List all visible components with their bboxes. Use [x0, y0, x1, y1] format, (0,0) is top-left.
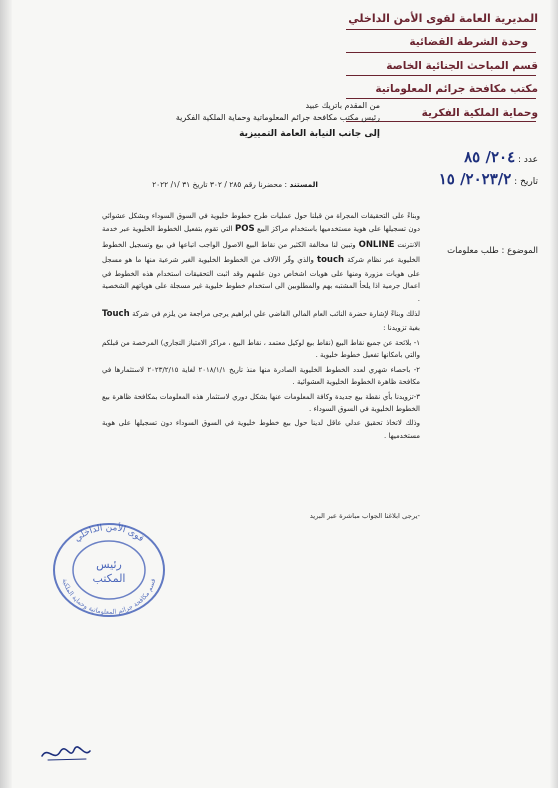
body-p1-part-d: والذي وفّر الآلاف من الخطوط الخليوية الغير شرعية منها ما هو مسجل على هويات مزورة ومنها على هويات اشخاص دون علمهم وقد اثبت التحقيقات استخدام هذه الخطوط في اعمال جرمية اذا يلحأ المشتبه بهم والمطلوبين الى استخدام خطوط خليوية غير مسجلة على هوياتهم الشخصية .: [102, 255, 420, 303]
letterhead-line-2: وحدة الشرطة القضائية: [409, 36, 528, 49]
body-p1-part-b: التي تقوم بتفعيل الخطوط الخليوية عبر خدمة الانترنت: [102, 225, 421, 249]
sender-block: [90, 100, 380, 142]
touch-company-term: Touch: [102, 309, 130, 320]
letterhead-underline-4: [346, 98, 536, 99]
letterhead-underline-1: [346, 29, 536, 30]
pos-term: POS: [235, 224, 255, 235]
subject-label: الموضوع: [507, 246, 538, 256]
letterhead-line-1: المديرية العامة لقوى الأمن الداخلي: [348, 12, 538, 25]
request-item-3: ٣-تزويدنا بأي نقطة بيع جديدة وكافة المعلومات عنها بشكل دوري لاستثمار هذه المعلومات بمكافحة ظاهرة بيع الخطوط الخليوية في السوق السوداء .: [102, 392, 420, 414]
letterhead-line-4: مكتب مكافحة جرائم المعلوماتية: [375, 83, 538, 96]
number-value-handwritten: ٢٠٤/ ٨٥: [464, 148, 516, 166]
date-label: تاريخ: [520, 177, 538, 187]
date-value-handwritten: ٢٠٢٣/٢/ ١٥: [438, 170, 512, 188]
letterhead-line-5: وحماية الملكية الفكرية: [421, 106, 538, 119]
body-p2-part-b: بغية تزويدنا :: [383, 324, 420, 333]
body-paragraph-1: [102, 210, 420, 305]
reply-note: -يرجى ابلاغنا الجواب مباشرة عبر البريد: [309, 512, 420, 520]
stamp-bottom-text: قسم مكافحة جرائم المعلوماتية وحماية الملكية: [60, 577, 158, 617]
reference-number: عدد : ٢٠٤/ ٨٥: [464, 148, 538, 166]
official-stamp-icon: [50, 520, 168, 620]
letter-date: تاريخ : ٢٠٢٣/٢/ ١٥: [438, 170, 538, 188]
stamp-center-line-1: رئيس: [96, 558, 122, 571]
body-p1-part-c: وتبين لنا مخالفة الكثير من نقاط البيع الاصول الواجب اتباعها في بيع وتسجيل الخطوط الخليوية عبر نظام شركة: [102, 240, 421, 264]
online-term: ONLINE: [358, 239, 395, 250]
body-p1-part-a: وبناءً على التحقيقات المجراة من قبلنا حول عمليات طرح خطوط خليوية في السوق السوداء وبشكل عشوائي دون تسجيلها على هوية مستخدميها باستخدام مراكز البيع: [102, 212, 420, 234]
sender-title: رئيس مكتب مكافحة جرائم المعلوماتية وحماية الملكية الفكرية: [175, 113, 380, 122]
letter-body: [102, 210, 420, 444]
reference-line: [98, 180, 318, 189]
subject-text: : طلب معلومات: [447, 246, 505, 256]
stamp-center-line-2: المكتب: [92, 572, 126, 585]
scan-shadow-right: [550, 0, 558, 788]
request-item-1: ١- بلائحة عن جميع نقاط البيع (نقاط بيع لوكيل معتمد ، نقاط البيع ، مراكز الامتياز التجاري) المرخصة من قبلكم والتي بامكانها تفعيل خطوط خليوية .: [102, 338, 420, 360]
stamp-ring-text: قوى الأمن الداخلي: [72, 522, 146, 545]
letterhead-underline-3: [346, 75, 536, 76]
closing-paragraph: وذلك لاتخاذ تحقيق عدلي عاقل لدينا حول بيع خطوط خليوية في السوق السوداء دون تسجيلها على هوية مستخدميها .: [102, 419, 420, 440]
request-item-2: ٢- باحصاء شهري لعدد الخطوط الخليوية الصادرة منها منذ تاريخ ٢٠١٨/١/١ لغاية ٢٠٢٣/٢/١٥ لاستثمارها في مكافحة ظاهرة الخطوط الخليوية العشوائية .: [102, 365, 420, 387]
recipient: إلى جانب النيابة العامة التمييزية: [239, 129, 380, 139]
signature-icon: [38, 742, 98, 764]
reference-label: المستند: [289, 180, 318, 189]
subject-line: [418, 246, 538, 256]
touch-term: touch: [317, 254, 345, 265]
letterhead-underline-2: [346, 52, 536, 53]
body-paragraph-2: [102, 307, 420, 335]
number-label: عدد: [523, 155, 538, 165]
letterhead-line-3: قسم المباحث الجنائية الخاصة: [386, 59, 538, 72]
body-p2-part-a: لذلك وبناءً لإشارة حضرة النائب العام المالي القاضي علي ابراهيم يرجى مراجعة من يلزم في شركة: [132, 310, 420, 319]
reference-text: : محضرنا رقم ٢٨٥ / ٣٠٢ تاريخ ٣١ /١/ ٢٠٢٢: [152, 180, 288, 189]
sender-name: من المقدم باتريك عبيد: [305, 101, 380, 110]
scan-shadow-left: [0, 0, 12, 788]
